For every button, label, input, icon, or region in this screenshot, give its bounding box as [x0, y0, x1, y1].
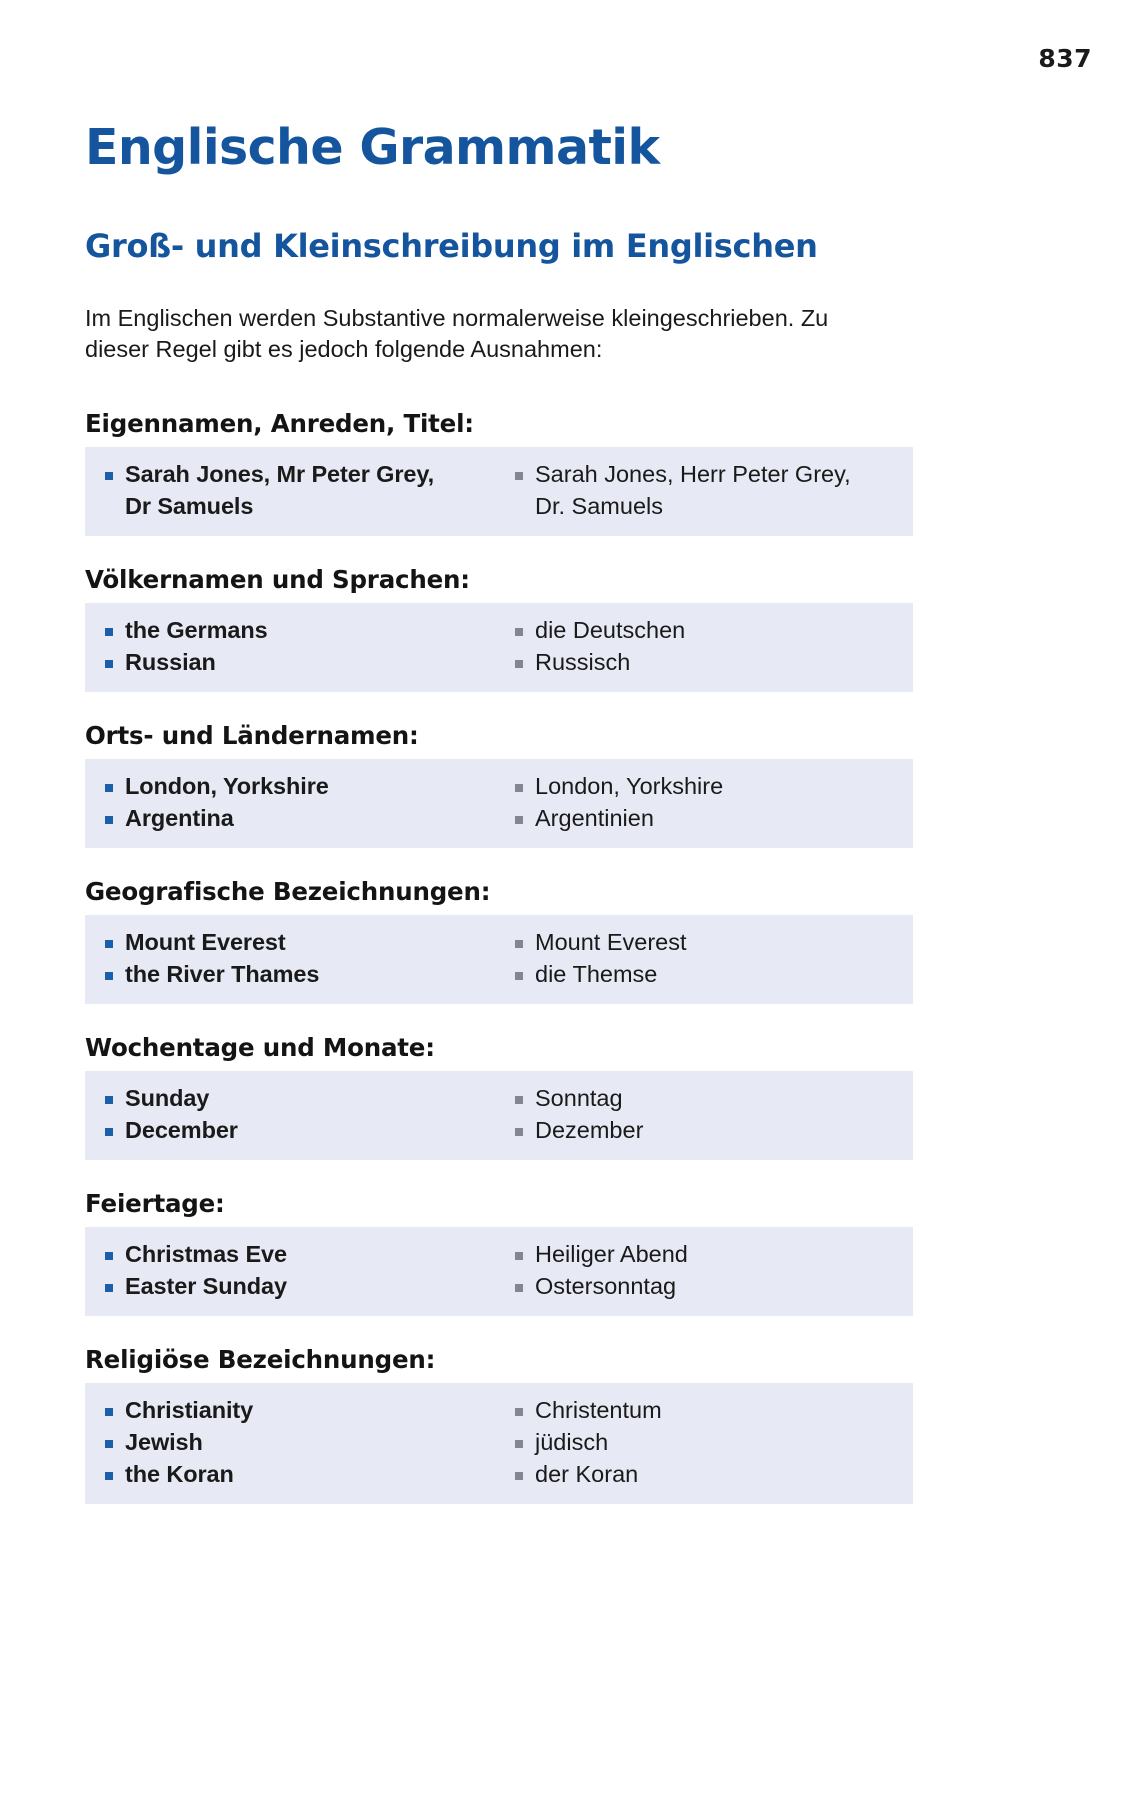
- english-column: [85, 615, 503, 679]
- example-text: der Koran: [535, 1461, 639, 1488]
- english-column: [85, 1395, 503, 1491]
- english-example-list: [103, 459, 503, 523]
- example-text: die Themse: [535, 960, 658, 987]
- german-example-list: [513, 1395, 913, 1491]
- english-column: [85, 927, 503, 991]
- grammar-section: [85, 566, 913, 692]
- english-column: [85, 459, 503, 523]
- square-bullet-icon: [105, 1252, 113, 1260]
- square-bullet-icon: [515, 784, 523, 792]
- german-column: [503, 1395, 913, 1491]
- example-text: Argentina: [125, 804, 234, 831]
- example-item: [103, 459, 503, 523]
- english-column: [85, 771, 503, 835]
- german-example-list: [513, 615, 913, 679]
- example-text: Mount Everest: [535, 929, 687, 955]
- example-text: Christianity: [125, 1397, 254, 1424]
- example-item: [513, 1239, 913, 1271]
- sections-container: [85, 410, 913, 1505]
- section-heading: Wochentage und Monate:: [85, 1032, 435, 1062]
- example-text: Christmas Eve: [125, 1241, 287, 1268]
- example-pair-table: [85, 915, 913, 1004]
- english-column: [85, 1083, 503, 1147]
- square-bullet-icon: [515, 628, 523, 636]
- example-item: [513, 927, 913, 959]
- square-bullet-icon: [515, 1128, 523, 1136]
- example-text: Russisch: [535, 648, 631, 675]
- english-example-list: [103, 615, 503, 679]
- square-bullet-icon: [515, 660, 523, 668]
- example-text: die Deutschen: [535, 616, 686, 643]
- grammar-section: [85, 1190, 913, 1316]
- german-example-list: [513, 1239, 913, 1303]
- german-column: [503, 1083, 913, 1147]
- square-bullet-icon: [105, 1284, 113, 1292]
- example-text: Russian: [125, 648, 216, 675]
- square-bullet-icon: [105, 628, 113, 636]
- grammar-section: [85, 410, 913, 536]
- example-item: [103, 1427, 503, 1459]
- square-bullet-icon: [515, 1096, 523, 1104]
- example-text: Dezember: [535, 1117, 644, 1144]
- square-bullet-icon: [515, 1408, 523, 1416]
- example-text: Sunday: [125, 1085, 210, 1112]
- example-item: [513, 1083, 913, 1115]
- german-column: [503, 771, 913, 835]
- english-column: [85, 1239, 503, 1303]
- example-item: [513, 1459, 913, 1491]
- german-example-list: [513, 459, 913, 523]
- example-text: Sarah Jones, Herr Peter Grey,: [535, 460, 851, 487]
- german-column: [503, 927, 913, 991]
- square-bullet-icon: [515, 1252, 523, 1260]
- example-item: [513, 959, 913, 991]
- square-bullet-icon: [515, 816, 523, 824]
- german-column: [503, 459, 913, 523]
- square-bullet-icon: [105, 472, 113, 480]
- example-text: jüdisch: [535, 1429, 609, 1456]
- square-bullet-icon: [515, 972, 523, 980]
- example-item: [103, 1115, 503, 1147]
- example-text: London, Yorkshire: [125, 772, 329, 799]
- square-bullet-icon: [515, 1472, 523, 1480]
- example-text: Sarah Jones, Mr Peter Grey,: [125, 460, 435, 487]
- grammar-section: [85, 878, 913, 1004]
- square-bullet-icon: [105, 816, 113, 824]
- example-item: [513, 771, 913, 803]
- english-example-list: [103, 927, 503, 991]
- example-text: December: [125, 1117, 238, 1144]
- example-item: [103, 1083, 503, 1115]
- square-bullet-icon: [105, 1096, 113, 1104]
- square-bullet-icon: [105, 1128, 113, 1136]
- example-text-continuation: Dr Samuels: [125, 492, 254, 519]
- example-pair-table: [85, 1071, 913, 1160]
- example-text-continuation: Dr. Samuels: [535, 492, 663, 519]
- grammar-section: [85, 722, 913, 848]
- english-example-list: [103, 1083, 503, 1147]
- page-subtitle: Groß- und Kleinschreibung im Englischen: [85, 227, 818, 266]
- square-bullet-icon: [515, 1440, 523, 1448]
- example-text: Heiliger Abend: [535, 1241, 688, 1268]
- section-heading: Religiöse Bezeichnungen:: [85, 1345, 436, 1375]
- example-item: [103, 803, 503, 835]
- example-text: Easter Sunday: [125, 1273, 287, 1300]
- german-column: [503, 615, 913, 679]
- example-text: Ostersonntag: [535, 1273, 677, 1300]
- example-item: [513, 1427, 913, 1459]
- example-item: [103, 647, 503, 679]
- english-example-list: [103, 771, 503, 835]
- example-item: [103, 1239, 503, 1271]
- example-item: [103, 1459, 503, 1491]
- square-bullet-icon: [515, 1284, 523, 1292]
- german-column: [503, 1239, 913, 1303]
- example-item: [103, 927, 503, 959]
- english-example-list: [103, 1395, 503, 1491]
- example-item: [513, 1115, 913, 1147]
- square-bullet-icon: [515, 472, 523, 480]
- example-item: [513, 1395, 913, 1427]
- example-text: Jewish: [125, 1429, 203, 1456]
- page-number: 837: [1038, 44, 1092, 73]
- example-pair-table: [85, 1227, 913, 1316]
- intro-paragraph: Im Englischen werden Substantive normalerweise kleingeschrieben. Zu dieser Regel gibt es jedoch folgende Ausnahmen:: [85, 304, 829, 363]
- square-bullet-icon: [515, 940, 523, 948]
- example-item: [513, 803, 913, 835]
- example-item: [513, 647, 913, 679]
- example-text: Sonntag: [535, 1085, 623, 1112]
- example-text: the Koran: [125, 1461, 234, 1488]
- section-heading: Orts- und Ländernamen:: [85, 720, 419, 750]
- square-bullet-icon: [105, 1472, 113, 1480]
- example-text: London, Yorkshire: [535, 772, 724, 799]
- english-example-list: [103, 1239, 503, 1303]
- german-example-list: [513, 771, 913, 835]
- example-item: [513, 615, 913, 647]
- example-item: [103, 1271, 503, 1303]
- grammar-section: [85, 1034, 913, 1160]
- section-heading: Geografische Bezeichnungen:: [85, 876, 491, 906]
- example-text: Mount Everest: [125, 929, 286, 955]
- example-text: Christentum: [535, 1397, 662, 1424]
- page-content: [85, 119, 913, 1504]
- german-example-list: [513, 927, 913, 991]
- square-bullet-icon: [105, 1408, 113, 1416]
- example-item: [103, 771, 503, 803]
- example-pair-table: [85, 603, 913, 692]
- example-item: [103, 615, 503, 647]
- section-heading: Völkernamen und Sprachen:: [85, 564, 470, 594]
- example-item: [103, 1395, 503, 1427]
- example-item: [513, 459, 913, 523]
- example-item: [513, 1271, 913, 1303]
- square-bullet-icon: [105, 784, 113, 792]
- page-title: Englische Grammatik: [85, 119, 660, 176]
- example-pair-table: [85, 1383, 913, 1504]
- section-heading: Eigennamen, Anreden, Titel:: [85, 408, 474, 438]
- example-pair-table: [85, 447, 913, 536]
- example-text: the Germans: [125, 616, 268, 643]
- square-bullet-icon: [105, 1440, 113, 1448]
- square-bullet-icon: [105, 940, 113, 948]
- grammar-section: [85, 1346, 913, 1504]
- section-heading: Feiertage:: [85, 1188, 225, 1218]
- example-text: Argentinien: [535, 804, 654, 831]
- example-pair-table: [85, 759, 913, 848]
- german-example-list: [513, 1083, 913, 1147]
- square-bullet-icon: [105, 660, 113, 668]
- example-text: the River Thames: [125, 960, 320, 987]
- example-item: [103, 959, 503, 991]
- square-bullet-icon: [105, 972, 113, 980]
